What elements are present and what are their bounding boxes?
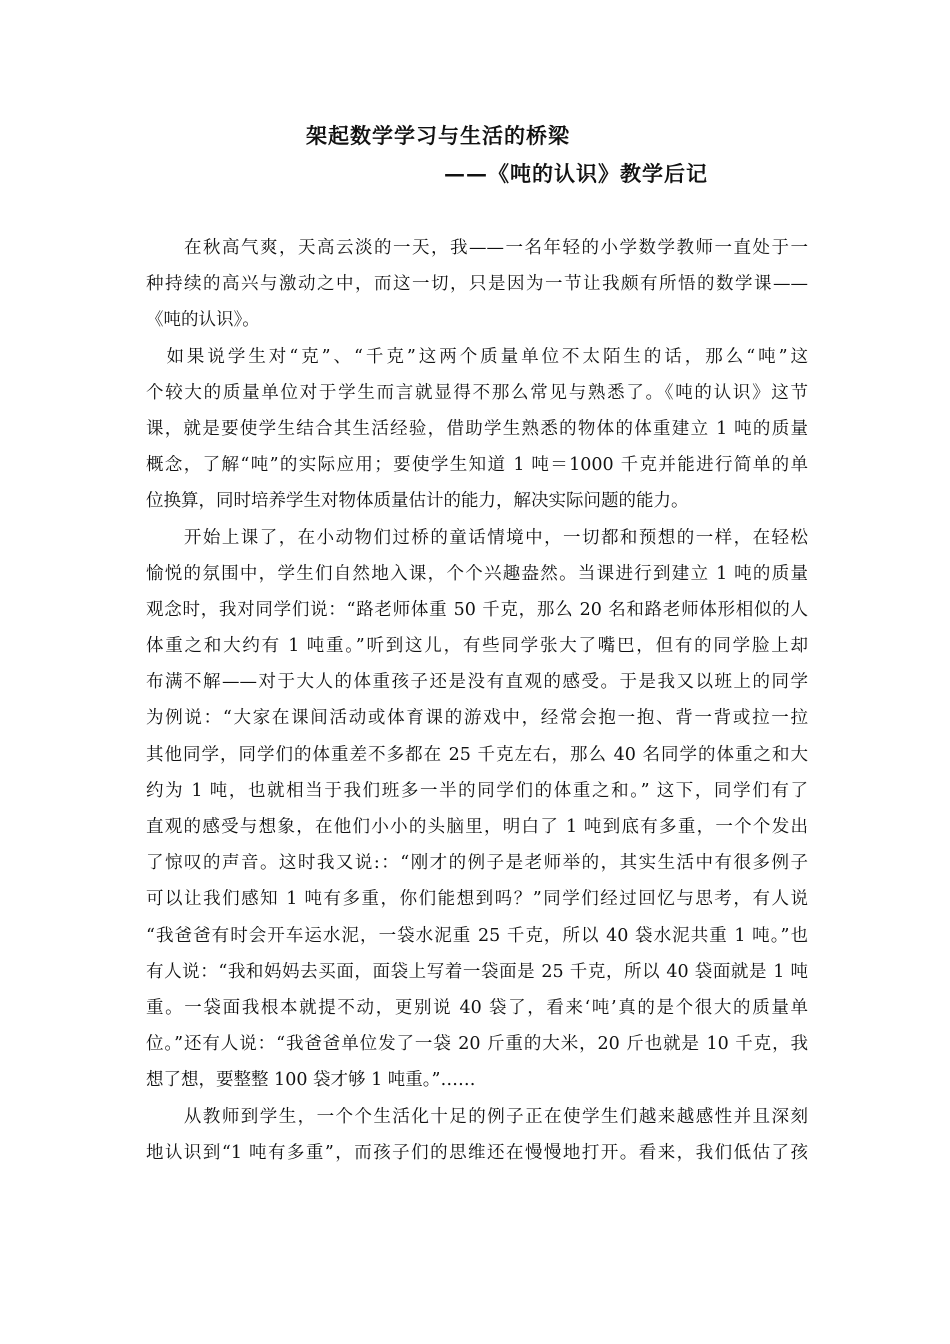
text-line: 位换算，同时培养学生对物体质量估计的能力，解决实际问题的能力。: [146, 491, 689, 512]
text-line: 个较大的质量单位对于学生而言就显得不那么常见与熟悉了。《吨的认识》这节: [146, 382, 808, 403]
text-line: 体重之和大约有 1 吨重。”听到这儿，有些同学张大了嘴巴，但有的同学脸上却: [146, 636, 808, 657]
text-line: 为例说：“大家在课间活动或体育课的游戏中，经常会抱一抱、背一背或拉一拉: [146, 708, 808, 729]
text-line: 观念时，我对同学们说：“路老师体重 50 千克，那么 20 名和路老师体形相似的人: [146, 599, 808, 620]
text-line: 可以让我们感知 1 吨有多重，你们能想到吗？”同学们经过回忆与思考，有人说: [146, 889, 808, 910]
text-line: 约为 1 吨，也就相当于我们班多一半的同学们的体重之和。” 这下，同学们有了: [146, 780, 808, 801]
text-line: 从教师到学生，一个个生活化十足的例子正在使学生们越来越感性并且深刻: [146, 1106, 808, 1127]
text-line: 了惊叹的声音。这时我又说:：“刚才的例子是老师举的，其实生活中有很多例子: [146, 853, 808, 874]
text-line: 地认识到“1 吨有多重”，而孩子们的思维还在慢慢地打开。看来，我们低估了孩: [146, 1142, 808, 1163]
text-line: 位。”还有人说：“我爸爸单位发了一袋 20 斤重的大米，20 斤也就是 10 千克，我: [146, 1034, 808, 1055]
text-line: 有人说：“我和妈妈去买面，面袋上写着一袋面是 25 千克，所以 40 袋面就是 1 吨: [146, 961, 808, 982]
text-line: 重。一袋面我根本就提不动，更别说 40 袋了，看来‘吨’真的是个很大的质量单: [146, 997, 808, 1018]
text-line: 课，就是要使学生结合其生活经验，借助学生熟悉的物体的体重建立 1 吨的质量: [146, 418, 808, 439]
text-line: 想了想，要整整 100 袋才够 1 吨重。”……: [146, 1070, 476, 1091]
text-line: 布满不解——对于大人的体重孩子还是没有直观的感受。于是我又以班上的同学: [146, 672, 808, 693]
text-line: 其他同学，同学们的体重差不多都在 25 千克左右，那么 40 名同学的体重之和大: [146, 744, 808, 765]
text-line: 直观的感受与想象，在他们小小的头脑里，明白了 1 吨到底有多重，一个个发出: [146, 817, 808, 837]
text-line: 如果说学生对“克”、“千克”这两个质量单位不太陌生的话，那么“吨”这: [146, 346, 808, 367]
text-line: 种持续的高兴与激动之中，而这一切，只是因为一节让我颇有所悟的数学课——: [146, 274, 808, 295]
document-title: 架起数学学习与生活的桥梁: [306, 123, 570, 148]
document-body: [146, 230, 808, 1171]
text-line: 开始上课了，在小动物们过桥的童话情境中，一切都和预想的一样，在轻松: [146, 527, 808, 548]
text-line: 《吨的认识》。: [146, 310, 260, 331]
text-line: 概念，了解“吨”的实际应用；要使学生知道 1 吨＝1000 千克并能进行简单的单: [146, 455, 808, 476]
text-line: 愉悦的氛围中，学生们自然地入课，个个兴趣盎然。当课进行到建立 1 吨的质量: [146, 563, 808, 584]
document-subtitle: ——《吨的认识》教学后记: [444, 161, 708, 186]
text-line: 在秋高气爽，天高云淡的一天，我——一名年轻的小学数学教师一直处于一: [146, 238, 808, 258]
text-line: “我爸爸有时会开车运水泥，一袋水泥重 25 千克，所以 40 袋水泥共重 1 吨。”也: [146, 925, 808, 946]
